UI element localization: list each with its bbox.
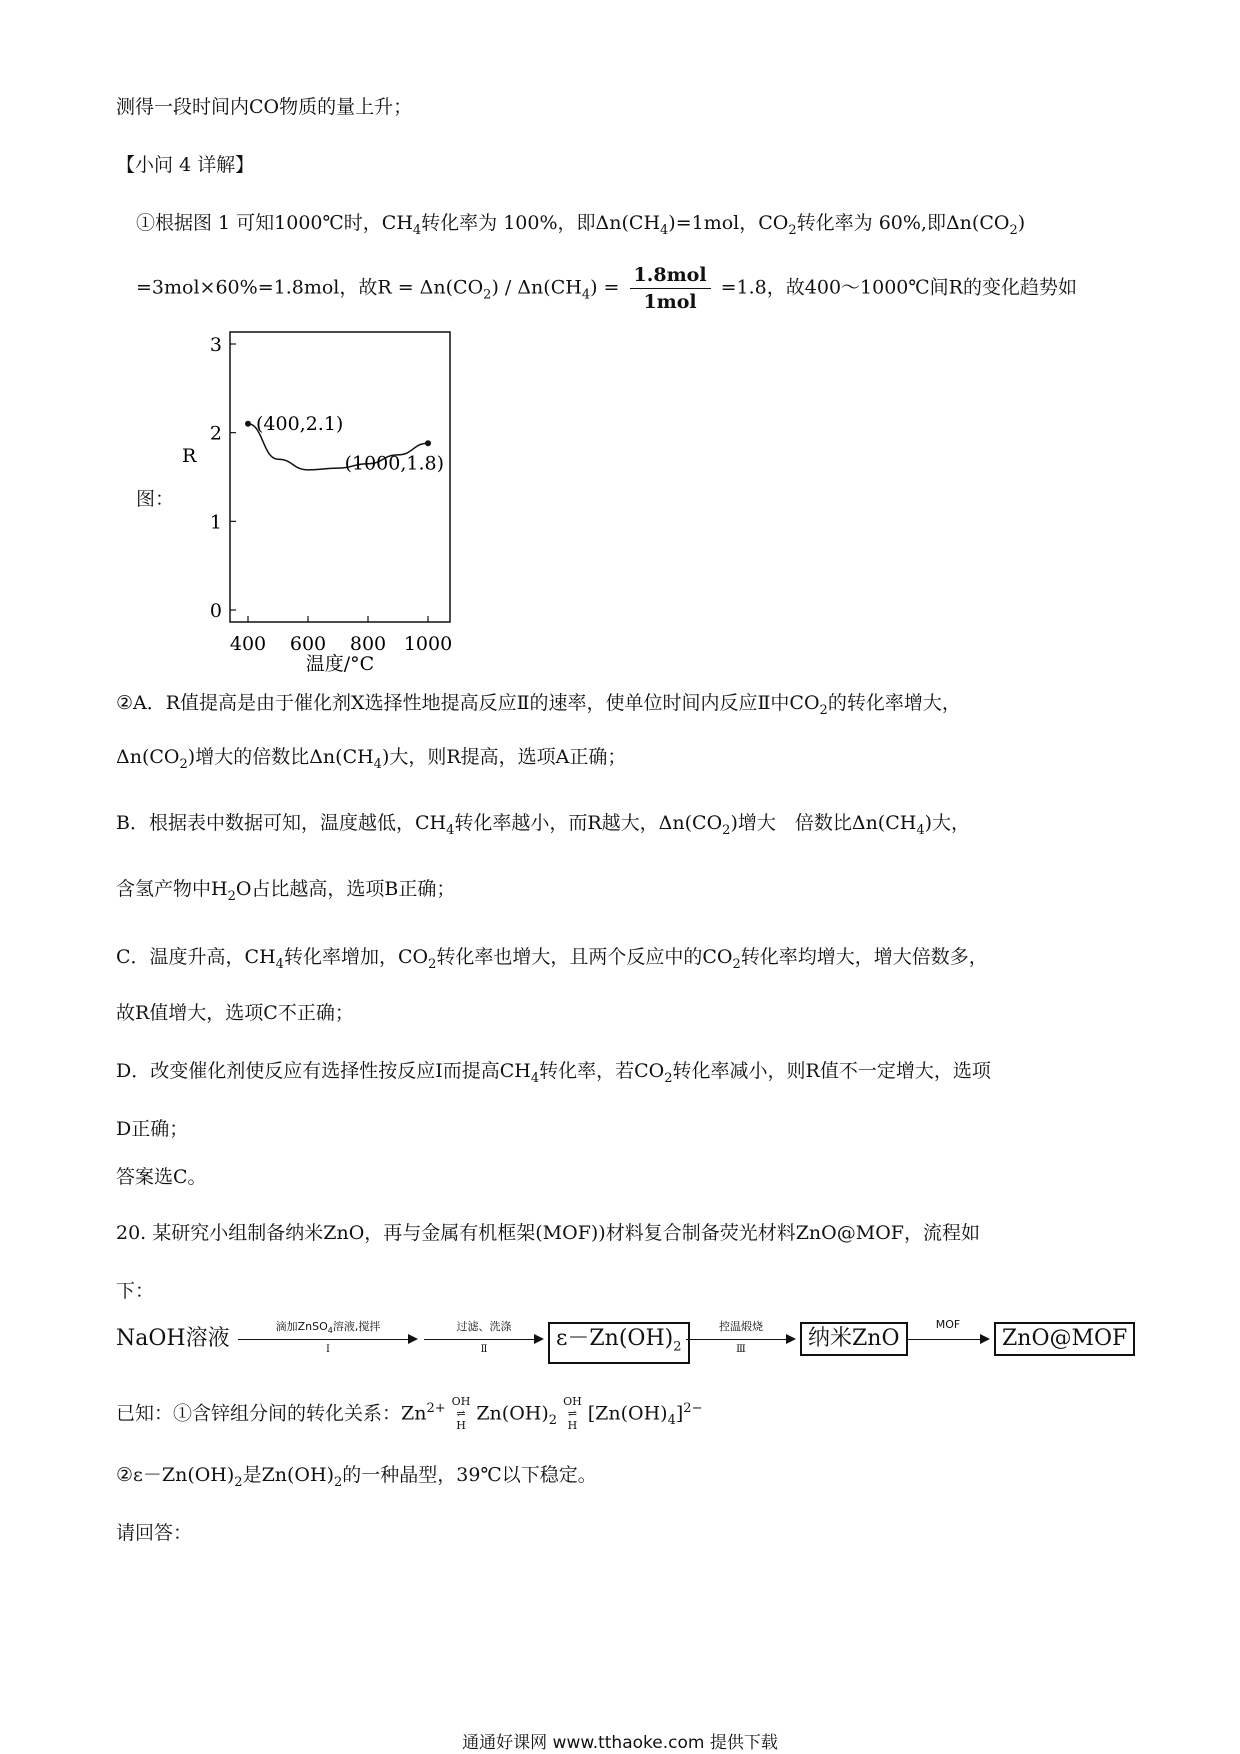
x-tick-label: 400: [229, 633, 267, 655]
text-line-1: 测得一段时间内CO物质的量上升；: [116, 96, 413, 118]
y-axis-label: R: [182, 445, 197, 467]
footer-credit: 通通好课网 www.tthaoke.com 提供下载: [462, 1733, 778, 1753]
annotation-end: (1000,1.8): [344, 452, 444, 475]
data-point-start: [245, 421, 251, 427]
flow-arrow-3: 控温煅烧 Ⅲ: [686, 1322, 796, 1356]
flow-arrow-4: MOF: [906, 1322, 990, 1356]
text-line-10: C．温度升高，$CH_4$转化率增加，$CO_2$转化率也增大，且两个反应中的$CO_2$转化率均增大，增大倍数多，: [116, 946, 988, 972]
text-line-4: =3mol×60%=1.8mol，故$R = \Delta n(CO_2) / \Delta n(CH_4)$ = $\frac{\text{1.8mol}}{\text{1mol}}$ =1.8，故400～1000℃间R的变化趋势如: [136, 264, 1077, 313]
flow-node-nano-zno: 纳米ZnO: [800, 1322, 908, 1356]
text-line-8: B．根据表中数据可知，温度越低，$CH_4$转化率越小，而R越大，$\Delta n(CO_2)$增大 倍数比$\Delta n(CH_4)$大，: [116, 812, 971, 838]
equilibrium-arrow-2: OH ⇌ H: [563, 1395, 582, 1433]
r-vs-temperature-chart: [130, 320, 470, 680]
text-line-6: ②A．R值提高是由于催化剂X选择性地提高反应Ⅱ的速率，使单位时间内反应Ⅱ中$CO_2$的转化率增大，: [116, 692, 961, 718]
annotation-start: (400,2.1): [256, 412, 344, 435]
text-line-13: D正确；: [116, 1118, 189, 1140]
data-point-end: [425, 440, 431, 446]
flow-node-zn-oh2: $\varepsilon-Zn(OH)_2$: [548, 1322, 690, 1364]
text-line-14: 答案选C。: [116, 1166, 207, 1188]
text-line-16: 下：: [116, 1280, 155, 1302]
plot-frame: [230, 332, 450, 622]
section-heading: 【小问 4 详解】: [116, 154, 255, 176]
text-line-12: D．改变催化剂使反应有选择性按反应Ⅰ而提高$CH_4$转化率，若$CO_2$转化率减小，则R值不一定增大，选项: [116, 1060, 991, 1086]
text-line-7: $\Delta n(CO_2)$增大的倍数比$\Delta n(CH_4)$大，则R提高，选项A正确；: [116, 746, 627, 772]
text-line-3: ①根据图 1 可知1000℃时，$CH_4$转化率为 100%，即$\Delta n(CH_4)=1mol$，$CO_2$转化率为 60%,即$\Delta n(CO_2)$: [136, 212, 1026, 238]
text-figure-label: 图：: [136, 488, 175, 510]
flow-arrow-2: 过滤、洗涤 Ⅱ: [424, 1322, 544, 1356]
y-tick-label: 2: [209, 422, 222, 445]
x-tick-label: 800: [349, 633, 387, 655]
y-tick-label: 1: [209, 511, 222, 534]
question-20: 20. 某研究小组制备纳米ZnO，再与金属有机框架(MOF))材料复合制备荧光材料ZnO@MOF，流程如: [116, 1222, 980, 1244]
please-answer: 请回答：: [116, 1522, 193, 1544]
known-2: $②\varepsilon-Zn(OH)_2$是$Zn(OH)_2$的一种晶型，39℃以下稳定。: [116, 1464, 597, 1490]
flow-arrow-1: 滴加ZnSO$_4$溶液,搅拌 Ⅰ: [238, 1322, 418, 1356]
text-line-9: 含氢产物中$H_2O$占比越高，选项B正确；: [116, 878, 456, 904]
fraction: $\frac{\text{1.8mol}}{\text{1mol}}$: [630, 262, 711, 315]
y-tick-label: 3: [209, 334, 222, 356]
x-tick-label: 1000: [403, 633, 453, 655]
equilibrium-arrow-1: OH ⇌ H: [451, 1395, 471, 1433]
flow-start-naoh: NaOH溶液: [116, 1326, 230, 1351]
y-tick-label: 0: [209, 600, 222, 622]
known-1: 已知：①含锌组分间的转化关系：$Zn^{2+}$ OH ⇌ H $Zn(OH)_2$ OH ⇌ H $[Zn(OH)_4]^{2-}$: [116, 1395, 703, 1433]
flow-node-zno-mof: ZnO@MOF: [994, 1322, 1135, 1356]
x-tick-label: 600: [289, 633, 327, 655]
x-axis-label: 温度/°C: [305, 653, 375, 675]
text-line-11: 故R值增大，选项C不正确；: [116, 1002, 354, 1024]
